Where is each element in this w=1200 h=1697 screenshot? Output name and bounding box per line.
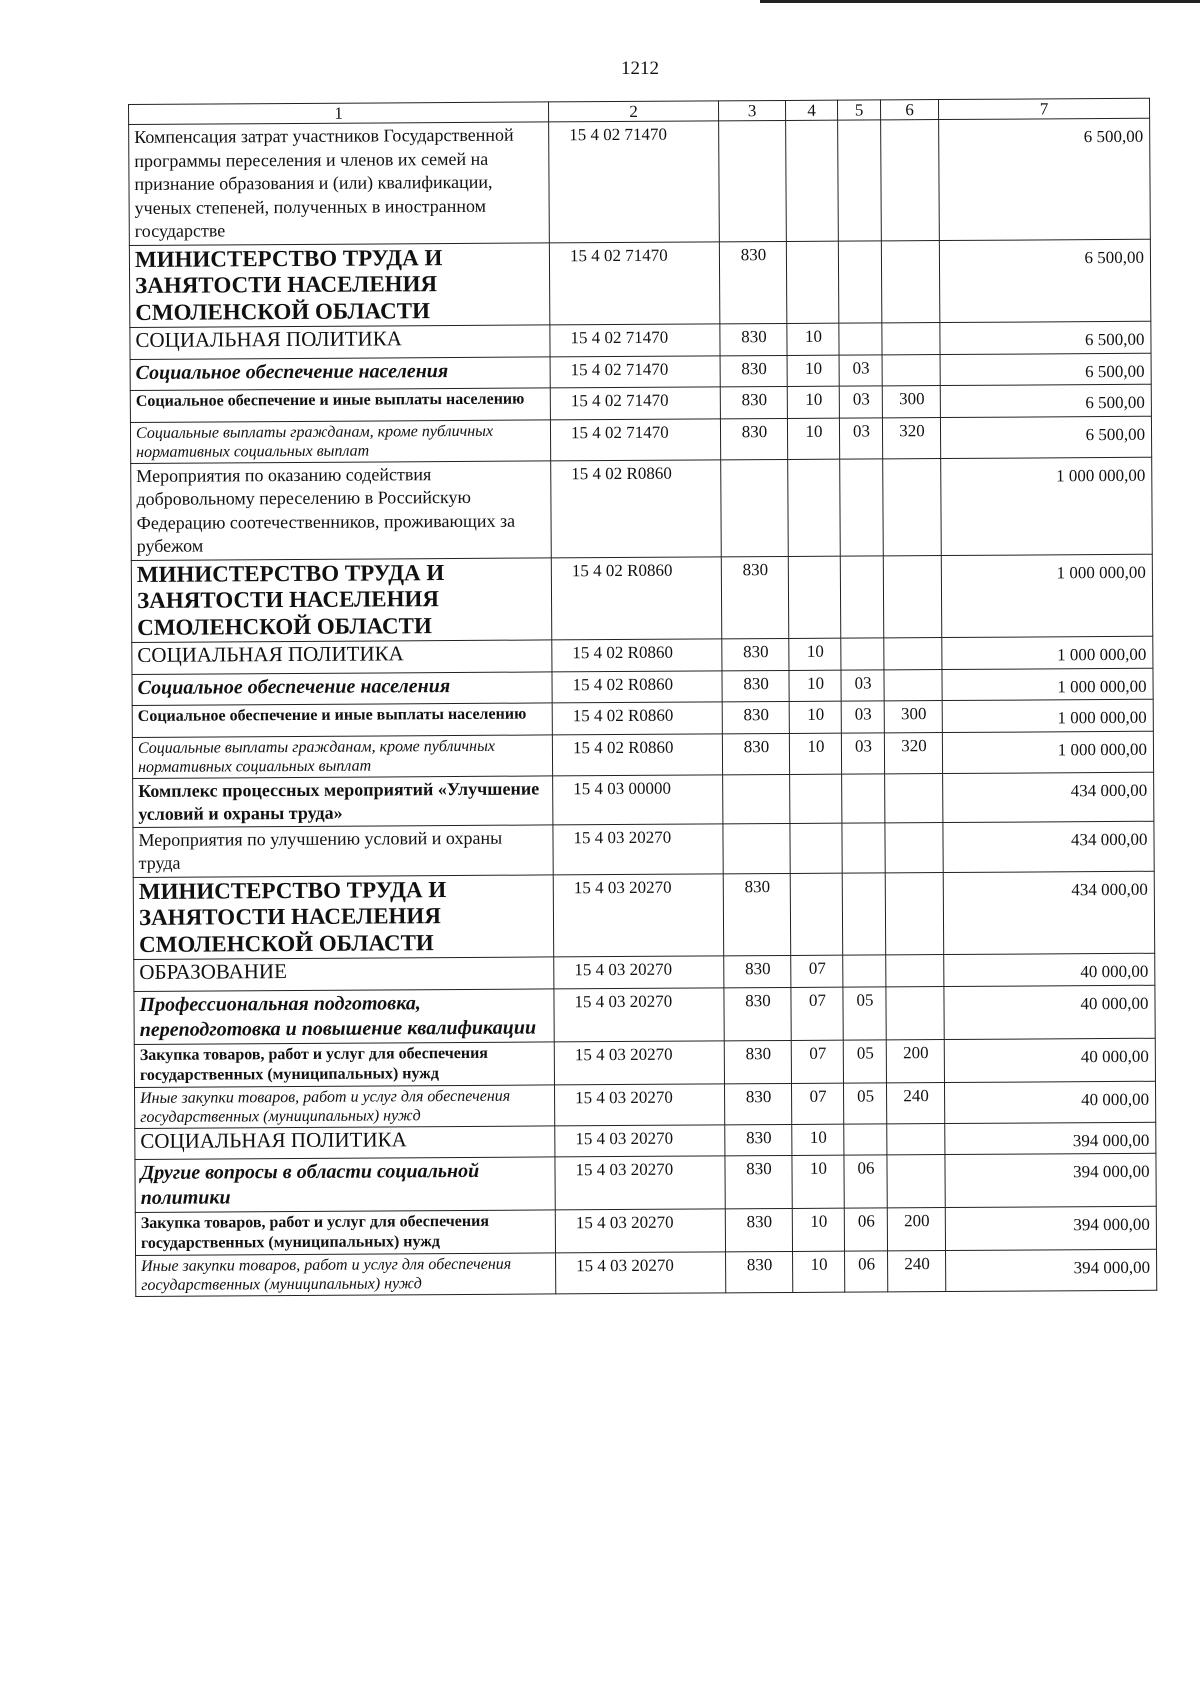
row-col4-cell: 10 [793, 1251, 845, 1292]
row-amount-cell: 394 000,00 [945, 1122, 1156, 1155]
row-code-cell: 15 4 02 71470 [549, 121, 720, 243]
row-amount-cell: 394 000,00 [945, 1153, 1156, 1207]
row-name-cell: Комплекс процессных мероприятий «Улучшение условий и охраны труда» [133, 775, 553, 827]
row-col5-cell [842, 872, 886, 955]
row-name-cell: Закупка товаров, работ и услуг для обеспечения государственных (муниципальных) нужд [134, 1041, 554, 1087]
row-name-cell: Иные закупки товаров, работ и услуг для обеспечения государственных (муниципальных) нужд [136, 1253, 556, 1297]
row-name-cell: Профессиональная подготовка, переподготовка и повышение квалификации [134, 988, 554, 1044]
row-col6-cell: 240 [888, 1251, 946, 1292]
row-name-cell: Закупка товаров, работ и услуг для обеспечения государственных (муниципальных) нужд [135, 1210, 555, 1256]
table-row [133, 821, 1154, 877]
row-col4-cell [788, 459, 841, 556]
row-col6-cell: 200 [887, 1208, 945, 1251]
row-col5-cell [840, 555, 884, 638]
row-code-cell: 15 4 03 00000 [553, 774, 723, 824]
row-col6-cell [883, 555, 942, 638]
row-col3-cell: 830 [722, 638, 789, 670]
row-name-cell: МИНИСТЕРСТВО ТРУДА И ЗАНЯТОСТИ НАСЕЛЕНИЯ СМОЛЕНСКОЙ ОБЛАСТИ [129, 242, 549, 327]
row-amount-cell: 6 500,00 [940, 384, 1151, 417]
row-name-cell: СОЦИАЛЬНАЯ ПОЛИТИКА [130, 325, 550, 359]
row-col4-cell [788, 556, 841, 639]
row-col4-cell: 10 [789, 638, 841, 670]
row-code-cell: 15 4 02 R0860 [552, 733, 722, 775]
row-col4-cell: 10 [787, 386, 839, 418]
row-col3-cell: 830 [725, 1155, 792, 1208]
row-name-cell: Другие вопросы в области социальной политики [135, 1157, 555, 1213]
row-col4-cell: 10 [789, 670, 841, 702]
row-col6-cell [885, 773, 943, 822]
row-col5-cell [840, 458, 884, 555]
row-col3-cell [723, 823, 790, 873]
table-row [136, 1249, 1157, 1296]
row-col4-cell: 10 [789, 701, 841, 733]
row-col6-cell [887, 1155, 945, 1208]
row-name-cell: МИНИСТЕРСТВО ТРУДА И ЗАНЯТОСТИ НАСЕЛЕНИЯ СМОЛЕНСКОЙ ОБЛАСТИ [133, 874, 553, 959]
row-col3-cell: 830 [720, 418, 787, 459]
table-row [133, 871, 1154, 960]
row-col4-cell: 10 [789, 733, 841, 774]
row-amount-cell: 6 500,00 [940, 416, 1151, 458]
row-col4-cell: 10 [792, 1155, 844, 1208]
table-row [131, 457, 1153, 560]
row-name-cell: Социальное обеспечение и иные выплаты населению [132, 703, 552, 737]
row-code-cell: 15 4 03 20270 [553, 873, 724, 957]
row-col5-cell: 06 [844, 1155, 887, 1208]
header-col-2: 2 [548, 101, 718, 122]
row-col4-cell: 10 [787, 418, 839, 459]
row-amount-cell: 434 000,00 [943, 772, 1154, 822]
header-col-5: 5 [837, 100, 880, 120]
row-col3-cell: 830 [723, 873, 791, 956]
row-name-cell: Социальное обеспечение населения [130, 356, 550, 390]
row-col4-cell: 10 [787, 323, 839, 355]
row-col6-cell [881, 240, 940, 323]
row-col4-cell [786, 120, 839, 241]
header-col-6: 6 [880, 100, 938, 120]
row-code-cell: 15 4 02 71470 [550, 387, 720, 420]
row-col5-cell [838, 120, 882, 241]
row-amount-cell: 1 000 000,00 [942, 636, 1153, 669]
row-code-cell: 15 4 03 20270 [553, 823, 723, 874]
row-col5-cell: 03 [839, 386, 882, 418]
row-col5-cell [842, 822, 885, 872]
row-col5-cell: 03 [839, 354, 882, 386]
row-code-cell: 15 4 02 R0860 [552, 702, 722, 735]
row-col6-cell [887, 1123, 945, 1155]
row-col3-cell: 830 [719, 241, 787, 324]
row-name-cell: Иные закупки товаров, работ и услуг для обеспечения государственных (муниципальных) нужд [135, 1084, 555, 1128]
row-col3-cell: 830 [725, 1124, 792, 1156]
table-row [134, 1038, 1155, 1087]
row-code-cell: 15 4 03 20270 [554, 1040, 724, 1084]
row-code-cell: 15 4 02 R0860 [551, 556, 722, 640]
row-col5-cell [841, 638, 884, 670]
row-col6-cell: 240 [886, 1082, 944, 1123]
row-amount-cell: 434 000,00 [943, 821, 1154, 872]
row-col6-cell [882, 323, 940, 355]
row-name-cell: СОЦИАЛЬНАЯ ПОЛИТИКА [132, 640, 552, 674]
row-col6-cell [886, 955, 944, 987]
budget-table [128, 98, 1157, 1297]
header-col-4: 4 [785, 100, 837, 120]
row-col5-cell: 06 [845, 1251, 888, 1292]
table-row [135, 1081, 1156, 1128]
row-col3-cell: 830 [724, 1083, 791, 1124]
row-code-cell: 15 4 02 R0860 [552, 639, 722, 672]
row-amount-cell: 394 000,00 [946, 1249, 1157, 1291]
row-col4-cell: 07 [791, 955, 843, 987]
row-code-cell: 15 4 03 20270 [556, 1252, 726, 1294]
table-row [131, 554, 1152, 643]
row-name-cell: ОБРАЗОВАНИЕ [134, 957, 554, 991]
row-name-cell: СОЦИАЛЬНАЯ ПОЛИТИКА [135, 1125, 555, 1159]
row-col6-cell: 200 [886, 1039, 944, 1082]
row-col3-cell [721, 459, 789, 556]
row-col5-cell: 05 [843, 1039, 886, 1082]
row-code-cell: 15 4 02 71470 [550, 355, 720, 388]
row-col3-cell: 830 [724, 955, 791, 987]
top-edge-line [760, 0, 1200, 3]
row-col5-cell: 03 [841, 701, 884, 733]
row-col3-cell: 830 [720, 323, 787, 355]
table-row [134, 985, 1155, 1044]
row-col4-cell [790, 774, 842, 823]
row-col5-cell: 06 [844, 1208, 887, 1251]
row-code-cell: 15 4 02 71470 [549, 241, 720, 325]
row-col3-cell: 830 [720, 386, 787, 418]
row-col5-cell: 05 [843, 986, 886, 1039]
row-col3-cell: 830 [722, 701, 789, 733]
row-col3-cell [723, 774, 790, 823]
row-col4-cell: 07 [791, 987, 843, 1040]
header-col-1: 1 [129, 102, 549, 125]
row-amount-cell: 40 000,00 [944, 1081, 1155, 1123]
row-amount-cell: 1 000 000,00 [942, 731, 1153, 773]
row-col3-cell: 830 [725, 1208, 792, 1251]
row-col6-cell: 320 [884, 732, 942, 773]
row-col4-cell [790, 823, 842, 873]
row-code-cell: 15 4 02 R0860 [552, 670, 722, 703]
row-col3-cell [719, 120, 787, 241]
row-amount-cell: 6 500,00 [939, 239, 1151, 323]
row-code-cell: 15 4 02 71470 [550, 324, 720, 357]
row-col3-cell: 830 [722, 733, 789, 774]
row-amount-cell: 40 000,00 [944, 985, 1155, 1039]
row-col5-cell [844, 1123, 887, 1155]
header-col-3: 3 [718, 100, 785, 120]
row-name-cell: Социальное обеспечение и иные выплаты населению [130, 388, 550, 422]
row-name-cell: Компенсация затрат участников Государственной программы переселения и членов их семей на признание образования и (или) квалификации, ученых степеней, полученных в иностранном государстве [129, 122, 550, 245]
row-col4-cell: 07 [791, 1083, 843, 1124]
row-col3-cell: 830 [720, 355, 787, 387]
row-name-cell: Социальные выплаты гражданам, кроме публичных нормативных социальных выплат [132, 734, 552, 778]
row-amount-cell: 6 500,00 [939, 118, 1151, 240]
row-name-cell: Социальные выплаты гражданам, кроме публичных нормативных социальных выплат [130, 419, 550, 463]
row-col6-cell [881, 120, 940, 241]
row-name-cell: Социальное обеспечение населения [132, 671, 552, 705]
row-col3-cell: 830 [722, 670, 789, 702]
row-amount-cell: 1 000 000,00 [941, 457, 1153, 555]
table-row [130, 416, 1151, 463]
table-row [135, 1206, 1156, 1255]
table-row [129, 118, 1151, 245]
row-amount-cell: 40 000,00 [944, 953, 1155, 986]
row-amount-cell: 1 000 000,00 [942, 668, 1153, 701]
row-amount-cell: 6 500,00 [940, 353, 1151, 386]
table-row [129, 239, 1150, 328]
row-col6-cell [885, 822, 943, 872]
row-name-cell: Мероприятия по улучшению условий и охраны труда [133, 824, 553, 877]
row-amount-cell: 1 000 000,00 [941, 554, 1153, 638]
row-col6-cell [884, 669, 942, 701]
header-col-7: 7 [938, 98, 1149, 119]
row-amount-cell: 394 000,00 [945, 1206, 1156, 1250]
row-col6-cell [883, 458, 942, 555]
row-col5-cell [838, 240, 882, 323]
row-col4-cell [786, 241, 839, 324]
row-name-cell: МИНИСТЕРСТВО ТРУДА И ЗАНЯТОСТИ НАСЕЛЕНИЯ СМОЛЕНСКОЙ ОБЛАСТИ [131, 557, 551, 642]
row-col5-cell [839, 323, 882, 355]
row-col3-cell: 830 [724, 987, 791, 1040]
row-code-cell: 15 4 03 20270 [555, 1156, 725, 1210]
row-code-cell: 15 4 03 20270 [555, 1209, 725, 1253]
row-name-cell: Мероприятия по оказанию содействия добровольному переселению в Российскую Федерацию соотечественников, проживающих за рубежом [131, 460, 552, 560]
row-col5-cell: 03 [841, 732, 884, 773]
table-row [133, 772, 1154, 827]
row-col5-cell: 05 [843, 1082, 886, 1123]
row-code-cell: 15 4 03 20270 [555, 1124, 725, 1157]
row-col4-cell [790, 873, 843, 956]
row-amount-cell: 1 000 000,00 [942, 699, 1153, 732]
row-col3-cell: 830 [721, 556, 789, 639]
row-col5-cell: 03 [839, 417, 882, 458]
row-col4-cell: 10 [792, 1124, 844, 1156]
row-amount-cell: 434 000,00 [943, 871, 1155, 955]
row-code-cell: 15 4 03 20270 [554, 987, 724, 1041]
row-code-cell: 15 4 03 20270 [554, 956, 724, 989]
row-col4-cell: 10 [792, 1208, 844, 1251]
page-number: 1212 [621, 58, 659, 79]
row-col4-cell: 10 [787, 355, 839, 387]
table-row [135, 1153, 1156, 1212]
row-col4-cell: 07 [791, 1040, 843, 1083]
row-amount-cell: 40 000,00 [944, 1038, 1155, 1082]
row-col6-cell [885, 872, 944, 955]
row-col6-cell: 300 [884, 701, 942, 733]
row-code-cell: 15 4 03 20270 [554, 1083, 724, 1125]
row-col6-cell [886, 986, 944, 1039]
row-code-cell: 15 4 02 71470 [550, 418, 720, 460]
row-code-cell: 15 4 02 R0860 [551, 459, 722, 557]
table-row [132, 731, 1153, 778]
row-col5-cell: 03 [841, 669, 884, 701]
row-col6-cell [882, 354, 940, 386]
row-col3-cell: 830 [724, 1040, 791, 1083]
row-col3-cell: 830 [726, 1251, 793, 1292]
row-col6-cell: 300 [882, 386, 940, 418]
row-col5-cell [842, 773, 885, 822]
row-col6-cell: 320 [882, 417, 940, 458]
row-col6-cell [884, 638, 942, 670]
row-col5-cell [843, 955, 886, 987]
row-amount-cell: 6 500,00 [940, 321, 1151, 354]
